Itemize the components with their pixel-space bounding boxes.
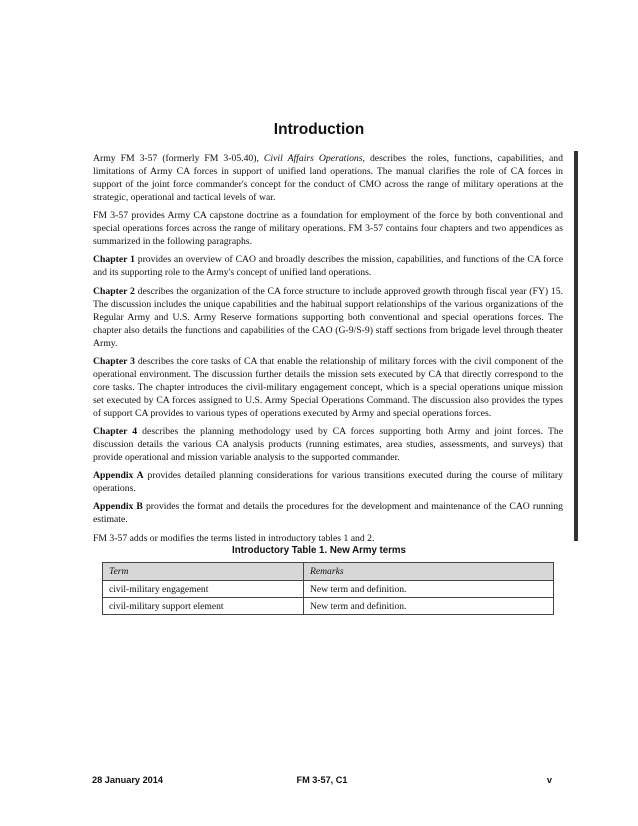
footer-date: 28 January 2014 xyxy=(92,775,164,785)
chapter-3-paragraph xyxy=(93,355,563,420)
column-header-remarks: Remarks xyxy=(304,563,554,581)
remarks-cell: New term and definition. xyxy=(304,581,554,598)
appendix-a-label: Appendix A xyxy=(93,470,144,482)
chapter-2-paragraph xyxy=(93,285,563,350)
intro-text-1: Army FM 3-57 (formerly FM 3-05.40), xyxy=(93,153,264,164)
chapter-4-paragraph xyxy=(93,425,563,464)
appendix-b-label: Appendix B xyxy=(93,501,143,513)
footer-doc-id: FM 3-57, C1 xyxy=(296,775,348,785)
chapter-2-text: describes the organization of the CA force structure to include approved growth through fiscal year (FY) 15. The discussion includes the unique capabilities and the habitual support relationships of the various organizations of the Regular Army and U.S. Army Reserve formations supporting both conventional and special operations forces. The chapter also details the functions and capabilities of the CAO (G-9/S-9) staff sections from brigade level through theater Army. xyxy=(93,285,563,349)
chapter-1-label: Chapter 1 xyxy=(93,254,135,266)
change-bar xyxy=(574,151,578,541)
term-cell: civil-military support element xyxy=(103,598,304,615)
table-row xyxy=(103,598,554,615)
appendix-a-text: provides detailed planning considerations for various transitions executed during the course of military operations. xyxy=(93,470,563,495)
intro-text-2: , describes the roles, functions, capabilities, and limitations of Army CA forces in support of unified land operations. The manual clarifies the role of CA forces in support of the joint force commander's concept for the conduct of CMO across the range of military operations at the strategic, operational and tactical levels of war. xyxy=(93,153,563,203)
page-footer xyxy=(92,775,552,789)
term-cell: civil-military engagement xyxy=(103,581,304,598)
column-header-term: Term xyxy=(103,563,304,581)
appendix-b-text: provides the format and details the procedures for the development and maintenance of the CAO running estimate. xyxy=(93,501,563,526)
footer-page-number: v xyxy=(546,775,552,785)
terms-note-paragraph: FM 3-57 adds or modifies the terms listed in introductory tables 1 and 2. xyxy=(93,532,375,544)
body-text xyxy=(93,152,563,550)
chapter-4-label: Chapter 4 xyxy=(93,425,138,437)
page-title: Introduction xyxy=(273,121,365,138)
table-header-row xyxy=(103,563,554,581)
table-row xyxy=(103,581,554,598)
remarks-cell: New term and definition. xyxy=(304,598,554,615)
doctrine-paragraph: FM 3-57 provides Army CA capstone doctrine as a foundation for employment of the force by both conventional and special operations forces across the range of military operations. FM 3-57 contains four chapters and two appendices as summarized in the following paragraphs. xyxy=(93,210,563,248)
chapter-2-label: Chapter 2 xyxy=(93,285,135,297)
appendix-a-paragraph xyxy=(93,469,563,495)
new-terms-table xyxy=(102,562,554,615)
chapter-4-text: describes the planning methodology used by CA forces supporting both Army and joint forces. The discussion details the various CA analysis products (running estimates, area studies, assessments, and surveys) that provide operational and mission variable analysis to the supported commander. xyxy=(93,425,563,463)
manual-title: Civil Affairs Operations xyxy=(263,153,363,164)
chapter-3-label: Chapter 3 xyxy=(93,355,135,367)
chapter-1-paragraph xyxy=(93,253,563,279)
appendix-b-paragraph xyxy=(93,500,563,526)
chapter-3-text: describes the core tasks of CA that enable the relationship of military forces with the civil component of the operational environment. The discussion further details the mission sets executed by CA that directly correspond to the core tasks. The chapter introduces the civil-military engagement concept, which is a special operations unique mission set executed by CA forces assigned to U.S. Army Special Operations Command. The discussion also provides the types of support CA provides to various types of operations executed by Army and special operations forces. xyxy=(93,355,563,419)
table-title: Introductory Table 1. New Army terms xyxy=(232,545,406,556)
intro-paragraph xyxy=(93,152,563,204)
chapter-1-text: provides an overview of CAO and broadly describes the mission, capabilities, and functions of the CA force and its supporting role to the Army's concept of unified land operations. xyxy=(93,254,564,279)
